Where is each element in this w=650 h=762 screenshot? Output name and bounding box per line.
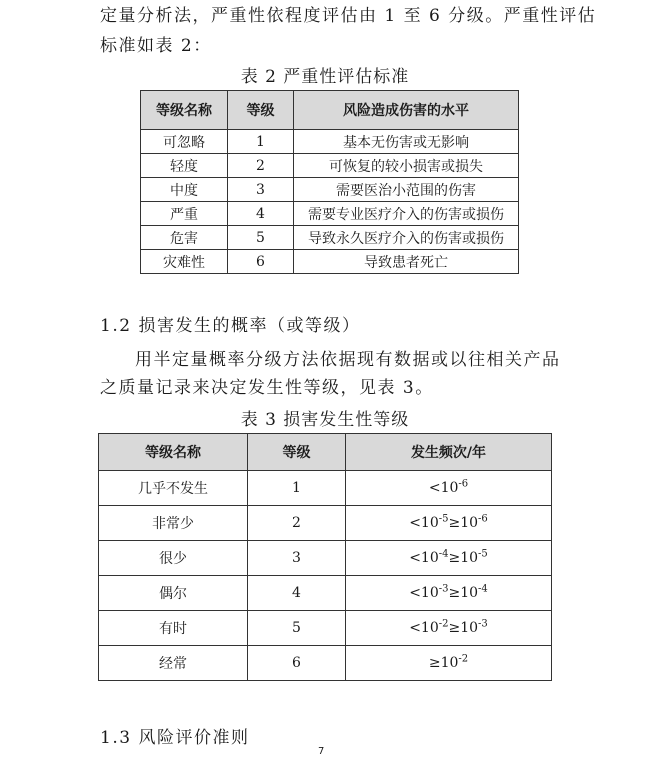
frequency-base: <10: [409, 550, 439, 566]
table-row: [141, 130, 519, 154]
frequency-base: <10: [409, 585, 439, 601]
frequency-base: ≥10: [428, 655, 459, 671]
table-cell: 中度: [141, 178, 228, 202]
table-cell: 几乎不发生: [99, 471, 248, 506]
table-row: [99, 471, 552, 506]
table-row: [99, 576, 552, 611]
table-cell: 严重: [141, 202, 228, 226]
table2-header-name: 等级名称: [141, 91, 228, 130]
table-cell: 可忽略: [141, 130, 228, 154]
table-row: [99, 646, 552, 681]
table-cell: 导致永久医疗介入的伤害或损伤: [294, 226, 519, 250]
table2-caption: 表 2 严重性评估标准: [240, 67, 410, 87]
table-cell: 3: [228, 178, 294, 202]
table-cell: 偶尔: [99, 576, 248, 611]
table-cell: 6: [248, 646, 346, 681]
table-cell: 4: [248, 576, 346, 611]
table-row: [99, 506, 552, 541]
table-cell: 5: [248, 611, 346, 646]
paragraph-line-2: 之质量记录来决定发生性等级，见表 3。: [100, 378, 434, 398]
table-row: [99, 541, 552, 576]
frequency-exponent: -4: [478, 583, 488, 595]
frequency-cell: [346, 471, 552, 506]
table3-caption: 表 3 损害发生性等级: [240, 410, 410, 430]
table3-header-frequency: 发生频次/年: [346, 434, 552, 471]
table-cell: 6: [228, 250, 294, 274]
frequency-exponent: -5: [438, 513, 449, 525]
page-number: 7: [318, 746, 325, 757]
frequency-exponent: -3: [478, 618, 488, 630]
frequency-exponent: -5: [478, 548, 488, 560]
table2-header-level: 等级: [228, 91, 294, 130]
frequency-exponent: -2: [438, 618, 449, 630]
frequency-base: ≥10: [448, 550, 479, 566]
table-cell: 危害: [141, 226, 228, 250]
intro-line-2: 标准如表 2：: [100, 36, 212, 56]
table-cell: 2: [248, 506, 346, 541]
frequency-cell: [346, 611, 552, 646]
table-cell: 4: [228, 202, 294, 226]
table-cell: 1: [228, 130, 294, 154]
table-row: [141, 178, 519, 202]
table-row: [141, 226, 519, 250]
table-cell: 可恢复的较小损害或损失: [294, 154, 519, 178]
table-cell: 3: [248, 541, 346, 576]
table3-header-name: 等级名称: [99, 434, 248, 471]
table-cell: 5: [228, 226, 294, 250]
table-cell: 导致患者死亡: [294, 250, 519, 274]
probability-table: [98, 433, 552, 681]
table-cell: 有时: [99, 611, 248, 646]
table-row: [141, 202, 519, 226]
frequency-cell: [346, 541, 552, 576]
frequency-base: <10: [409, 620, 439, 636]
frequency-cell: [346, 506, 552, 541]
table-cell: 2: [228, 154, 294, 178]
frequency-exponent: -2: [458, 653, 469, 665]
frequency-exponent: -4: [438, 548, 449, 560]
table-cell: 灾难性: [141, 250, 228, 274]
frequency-base: <10: [428, 480, 459, 496]
frequency-base: ≥10: [448, 515, 479, 531]
table-row: [141, 154, 519, 178]
intro-line-1: 定量分析法，严重性依程度评估由 1 至 6 分级。严重性评估: [100, 6, 597, 26]
table-cell: 轻度: [141, 154, 228, 178]
table-cell: 需要专业医疗介入的伤害或损伤: [294, 202, 519, 226]
table-cell: 非常少: [99, 506, 248, 541]
frequency-cell: [346, 646, 552, 681]
frequency-base: <10: [409, 515, 439, 531]
severity-table: [140, 90, 519, 274]
frequency-base: ≥10: [448, 585, 479, 601]
table-cell: 经常: [99, 646, 248, 681]
table-cell: 1: [248, 471, 346, 506]
table-row: [141, 250, 519, 274]
table2-header-harm: 风险造成伤害的水平: [294, 91, 519, 130]
table-cell: 需要医治小范围的伤害: [294, 178, 519, 202]
table-cell: 基本无伤害或无影响: [294, 130, 519, 154]
section-1-2-heading: 1.2 损害发生的概率（或等级）: [100, 316, 361, 336]
section-1-3-heading: 1.3 风险评价准则: [100, 728, 250, 748]
frequency-base: ≥10: [448, 620, 479, 636]
frequency-cell: [346, 576, 552, 611]
table-row: [99, 611, 552, 646]
paragraph-line-1: 用半定量概率分级方法依据现有数据或以往相关产品: [135, 350, 561, 370]
frequency-exponent: -6: [478, 513, 488, 525]
frequency-exponent: -3: [438, 583, 449, 595]
table3-header-level: 等级: [248, 434, 346, 471]
table-cell: 很少: [99, 541, 248, 576]
frequency-exponent: -6: [458, 478, 469, 490]
